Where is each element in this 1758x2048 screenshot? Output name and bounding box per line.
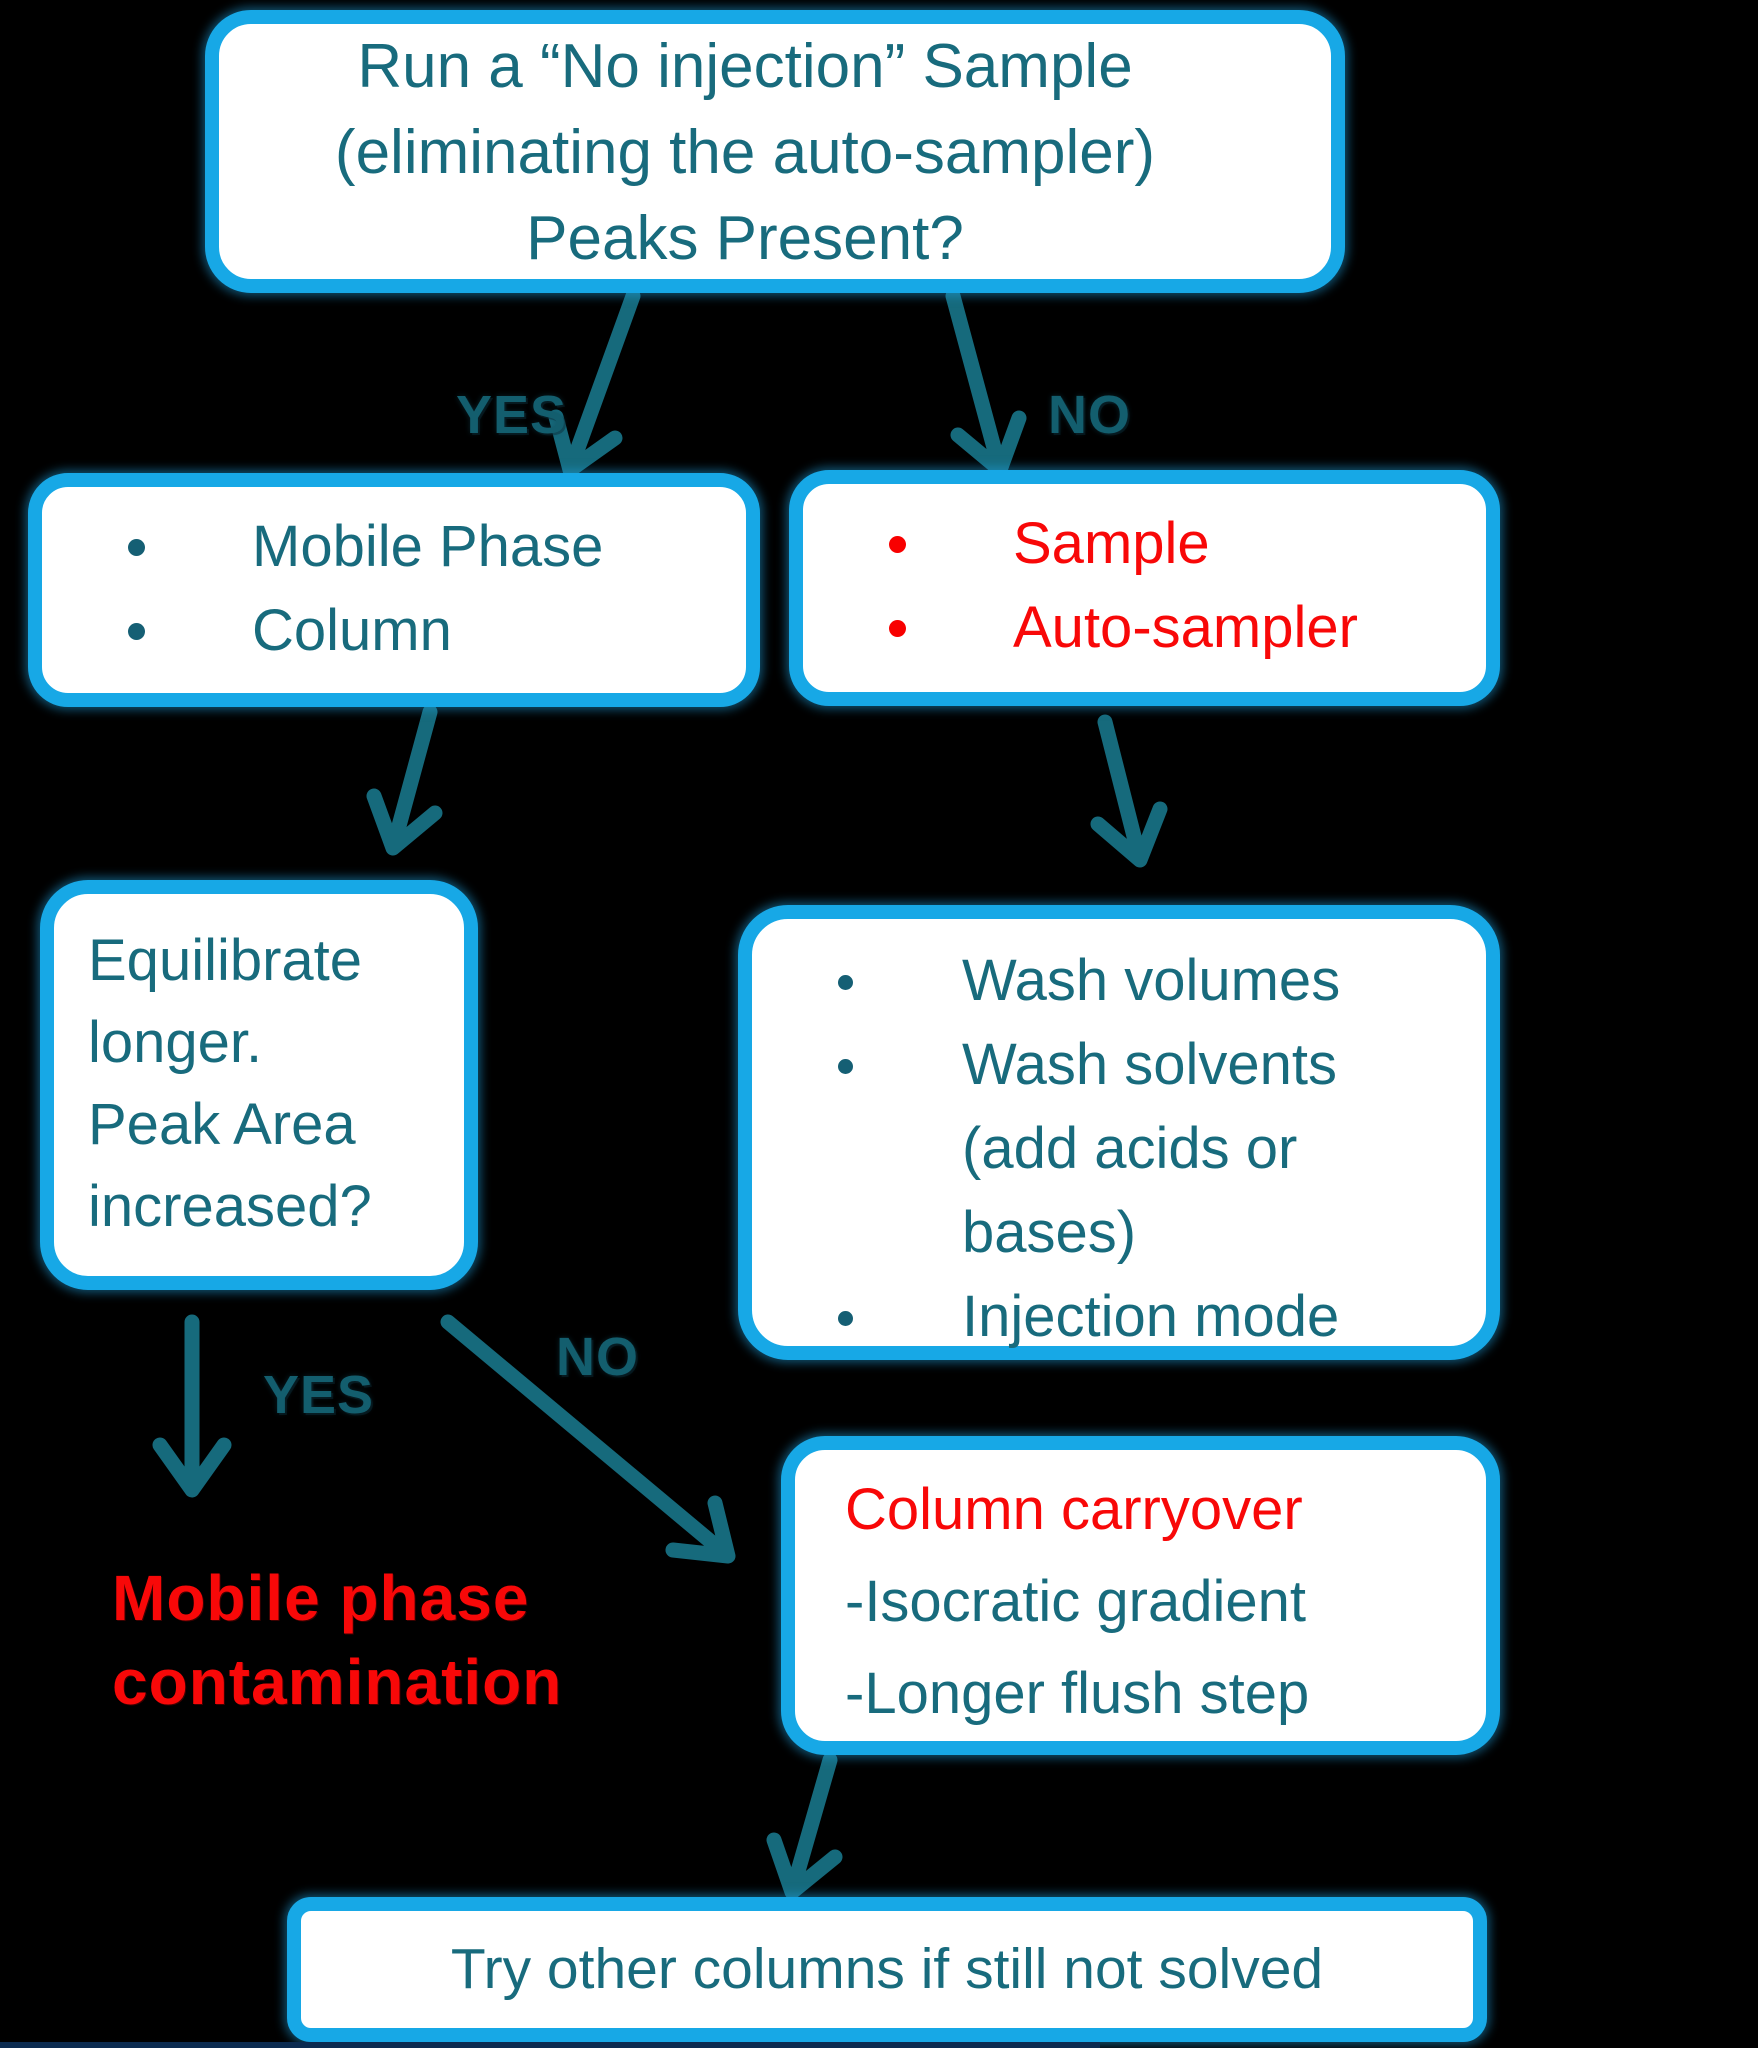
list-item-label: Injection mode — [962, 1284, 1340, 1349]
list-item — [752, 1023, 1486, 1275]
list-item-label: Wash volumes — [962, 948, 1341, 1013]
node-column-carryover — [781, 1436, 1500, 1755]
bullet-icon — [838, 975, 853, 990]
bullet-icon — [889, 536, 906, 553]
equilibrate-line-3: Peak Area — [88, 1092, 356, 1157]
list-item-label: Column — [252, 598, 452, 663]
list-item — [752, 939, 1486, 1023]
list-item-label: Wash solvents (add acids or bases) — [962, 1032, 1337, 1265]
label-yes-1: YES — [456, 385, 568, 445]
list-item-label: Auto-sampler — [1013, 595, 1358, 660]
node-sample-autosampler — [789, 470, 1500, 706]
arrow-carryover-to-final — [774, 1760, 835, 1892]
node-equilibrate-longer — [40, 880, 478, 1290]
label-yes-2: YES — [263, 1365, 375, 1425]
label-no-1: NO — [1048, 385, 1131, 445]
list-item — [42, 589, 746, 673]
list-item-label: Sample — [1013, 511, 1210, 576]
list-item — [803, 586, 1486, 670]
bullet-icon — [838, 1059, 853, 1074]
list-item-label: Mobile Phase — [252, 514, 604, 579]
carryover-line-1: -Isocratic gradient — [845, 1569, 1306, 1634]
arrow-yes-to-mobile-phase — [556, 296, 633, 470]
bullet-icon — [838, 1311, 853, 1326]
node-try-other-columns — [287, 1897, 1487, 2042]
equilibrate-line-4: increased? — [88, 1174, 372, 1239]
start-line-1: Run a “No injection” Sample — [357, 32, 1133, 101]
label-no-2: NO — [556, 1327, 639, 1387]
bullet-icon — [128, 539, 145, 556]
arrow-sample-to-wash — [1098, 722, 1160, 860]
node-mobile-phase-column — [28, 473, 760, 707]
arrow-yes-to-contamination — [160, 1322, 224, 1490]
arrow-mobile-to-equilibrate — [374, 712, 435, 848]
equilibrate-line-2: longer. — [88, 1010, 263, 1075]
carryover-line-2: -Longer flush step — [845, 1661, 1310, 1726]
bullet-icon — [128, 623, 145, 640]
note-mobile-phase-contamination — [112, 1556, 562, 1724]
node-run-no-injection — [205, 10, 1345, 293]
final-text: Try other columns if still not solved — [450, 1937, 1324, 2001]
bullet-icon — [889, 620, 906, 637]
equilibrate-line-1: Equilibrate — [88, 928, 363, 993]
bottom-edge-strip — [0, 2042, 1100, 2048]
carryover-title: Column carryover — [845, 1477, 1303, 1542]
list-item — [752, 1275, 1486, 1359]
list-item — [803, 502, 1486, 586]
note-line-1: Mobile phase — [112, 1562, 530, 1634]
list-item — [42, 505, 746, 589]
arrow-no-to-sample — [953, 296, 1019, 470]
start-line-3: Peaks Present? — [526, 204, 964, 273]
start-line-2: (eliminating the auto-sampler) — [334, 118, 1156, 187]
note-line-2: contamination — [112, 1646, 563, 1718]
node-wash-options — [738, 905, 1500, 1360]
